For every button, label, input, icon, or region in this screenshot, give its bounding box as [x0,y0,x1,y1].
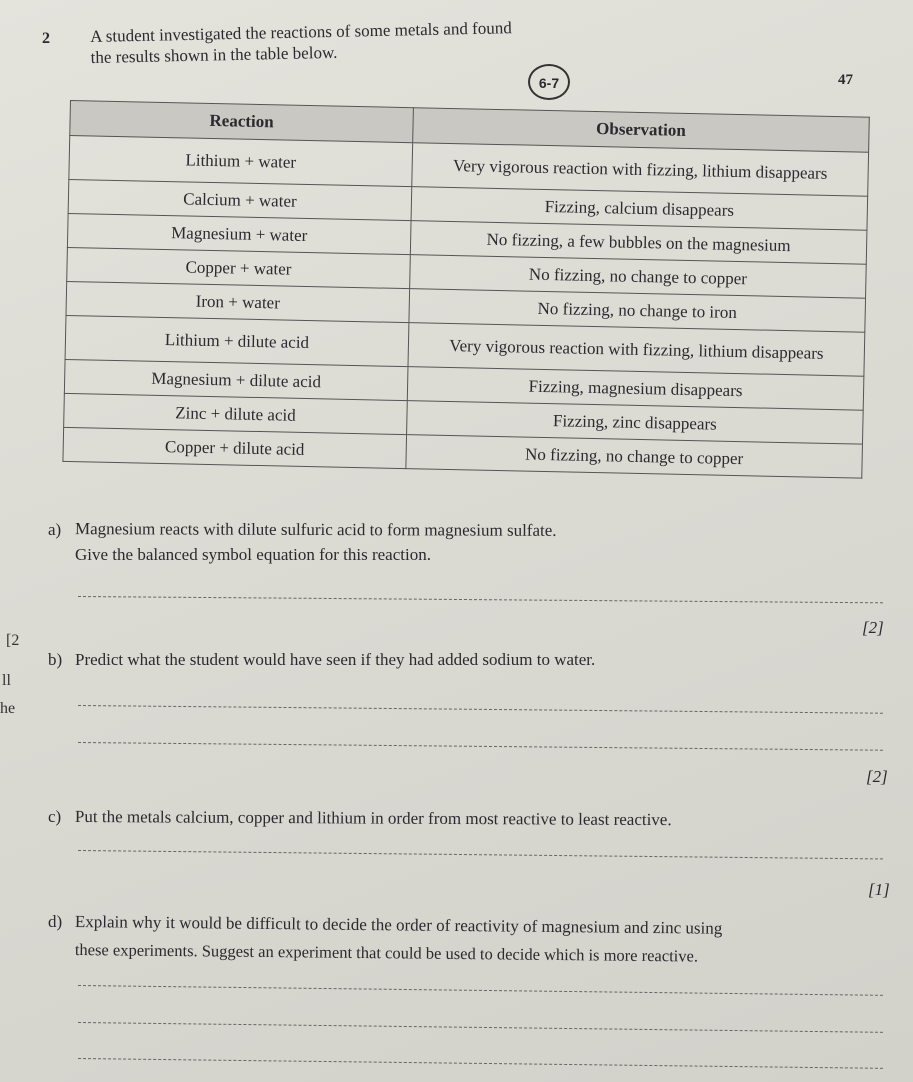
part-d-line1: Explain why it would be difficult to decide the order of reactivity of magnesium and zinc using [74,912,723,938]
part-a-line1: Magnesium reacts with dilute sulfuric acid to form magnesium sulfate. [74,519,557,540]
header-reaction: Reaction [70,101,414,143]
reaction-cell: Iron + water [66,281,410,322]
part-c-label: c) [48,807,62,826]
part-a-line2: Give the balanced symbol equation for this reaction. [75,545,431,564]
observation-cell: Fizzing, magnesium disappears [407,367,864,411]
observation-cell: Fizzing, calcium disappears [411,187,868,231]
reaction-cell: Copper + dilute acid [63,427,407,468]
observation-cell: No fizzing, no change to copper [410,255,867,299]
reaction-cell: Magnesium + water [67,213,411,254]
grade-badge: 6-7 [528,64,570,100]
edge-fragment: ll [2,672,11,689]
observation-cell: No fizzing, no change to copper [406,435,863,479]
reaction-cell: Lithium + dilute acid [65,315,409,366]
observation-cell: No fizzing, no change to iron [409,289,866,333]
question-number: 2 [42,30,50,47]
part-a-label: a) [48,520,62,539]
observation-cell: Fizzing, zinc disappears [407,401,864,445]
marks-c: [1] [868,880,890,899]
observation-cell: Very vigorous reaction with fizzing, lithium disappears [412,143,869,197]
part-c-text: Put the metals calcium, copper and lithium in order from most reactive to least reactive. [74,807,672,830]
reaction-cell: Zinc + dilute acid [64,393,408,434]
reaction-cell: Calcium + water [68,179,412,220]
question-intro: A student investigated the reactions of some metals and found the results shown in the table below. [90,18,512,67]
page-number: 47 [838,72,853,88]
edge-fragment: he [0,700,16,717]
observation-cell: No fizzing, a few bubbles on the magnesium [410,221,867,265]
part-d-line2: these experiments. Suggest an experiment that could be used to decide which is more reactive. [74,940,699,966]
marks-b: [2] [866,767,888,786]
results-table [62,100,869,479]
reaction-cell: Magnesium + dilute acid [64,359,408,400]
header-observation: Observation [413,108,870,153]
reaction-cell: Lithium + water [69,136,413,187]
part-d-label: d) [48,912,63,931]
edge-fragment: [2 [6,632,20,649]
marks-a: [2] [862,618,884,637]
part-b-text: Predict what the student would have seen if they had added sodium to water. [75,650,596,669]
observation-cell: Very vigorous reaction with fizzing, lithium disappears [408,323,865,377]
reaction-cell: Copper + water [67,247,411,288]
part-b-label: b) [48,650,63,669]
